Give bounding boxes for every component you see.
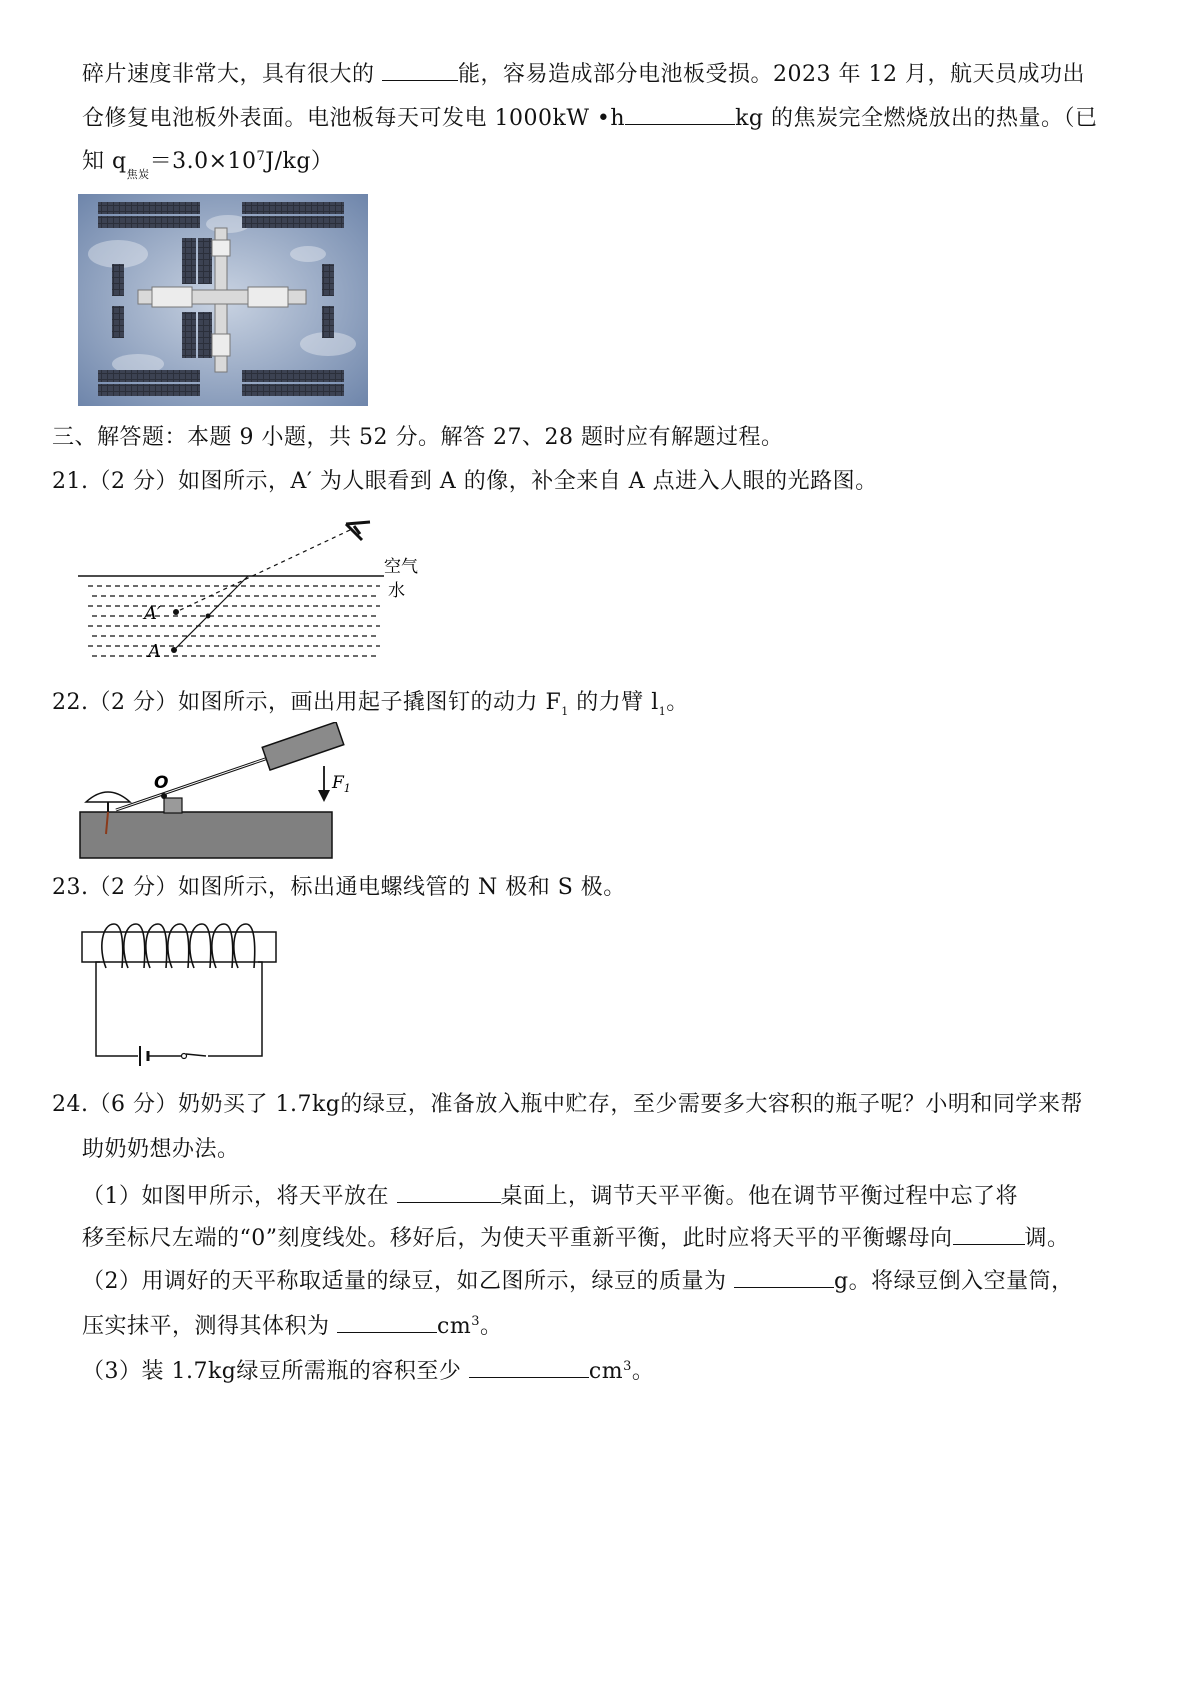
answer-blank-surface[interactable] bbox=[397, 1180, 501, 1203]
q20-line3: 知 $q_{焦炭}=3.0\times 10^7J/kg$） bbox=[82, 149, 334, 181]
q24-part1-line1: （1）如图甲所示，将天平放在 桌面上，调节天平平衡。他在调节平衡过程中忘了将 bbox=[82, 1180, 1018, 1212]
q24-part2-line2: 压实抹平，测得其体积为 $cm^3$。 bbox=[82, 1310, 502, 1345]
space-station-photo bbox=[78, 194, 368, 406]
q24-line1: 24.（6 分）奶奶买了 1.7kg的绿豆，准备放入瓶中贮存，至少需要多大容积的瓶子呢？小明和同学来帮 bbox=[52, 1092, 1083, 1117]
pushpin-head bbox=[86, 792, 130, 802]
answer-blank-direction[interactable] bbox=[953, 1222, 1025, 1245]
q20-line1: 碎片速度非常大，具有很大的 能，容易造成部分电池板受损。2023 年 12 月，航天员成功出 bbox=[82, 58, 1085, 90]
q24-part2-line1: （2）用调好的天平称取适量的绿豆，如乙图所示，绿豆的质量为 g。将绿豆倒入空量筒， bbox=[82, 1265, 1074, 1297]
label-a-prime: A′ bbox=[144, 603, 162, 624]
label-water: 水 bbox=[388, 581, 405, 601]
answer-blank-energy[interactable] bbox=[382, 58, 458, 81]
q22-text: 22.（2 分）如图所示，画出用起子撬图钉的动力 $F_1$ 的力臂 $l_1$。 bbox=[52, 690, 689, 718]
answer-blank-mass-grams[interactable] bbox=[734, 1265, 834, 1288]
q24-line2: 助奶奶想办法。 bbox=[82, 1137, 240, 1162]
fulcrum-block bbox=[164, 798, 182, 813]
answer-blank-mass[interactable] bbox=[625, 102, 735, 125]
eye-icon bbox=[346, 522, 370, 540]
switch-lever bbox=[186, 1054, 206, 1056]
q24-part3: （3）装 1.7kg绿豆所需瓶的容积至少 $cm^3$。 bbox=[82, 1355, 654, 1390]
q24-part1-line2: 移至标尺左端的“0”刻度线处。移好后，为使天平重新平衡，此时应将天平的平衡螺母向 调。 bbox=[82, 1222, 1070, 1254]
solenoid-core bbox=[82, 932, 276, 962]
q21-figure bbox=[78, 512, 438, 667]
svg-text:F1: $F_1$ bbox=[332, 773, 351, 795]
answer-blank-volume[interactable] bbox=[337, 1310, 437, 1333]
q20-line2: 仓修复电池板外表面。电池板每天可发电 1000kW •h kg 的焦炭完全燃烧放出的热量。（已 bbox=[82, 102, 1098, 134]
section-heading: 三、解答题：本题 9 小题，共 52 分。解答 27、28 题时应有解题过程。 bbox=[52, 425, 784, 450]
label-air: 空气 bbox=[384, 557, 418, 577]
label-o: O bbox=[154, 773, 169, 793]
label-f: F bbox=[332, 773, 344, 793]
switch-contact bbox=[182, 1054, 187, 1059]
virtual-ray bbox=[176, 530, 350, 612]
point-a-prime bbox=[173, 609, 179, 615]
point-a bbox=[171, 647, 177, 653]
answer-blank-bottle-volume[interactable] bbox=[469, 1355, 589, 1378]
label-a: A bbox=[148, 641, 161, 662]
q22-figure bbox=[78, 722, 368, 862]
q23-text: 23.（2 分）如图所示，标出通电螺线管的 N 极和 S 极。 bbox=[52, 875, 626, 900]
q21-text: 21.（2 分）如图所示，A′ 为人眼看到 A 的像，补全来自 A 点进入人眼的光路图。 bbox=[52, 469, 878, 494]
screwdriver-handle bbox=[262, 722, 344, 770]
wooden-board bbox=[80, 812, 332, 858]
q23-figure bbox=[78, 918, 288, 1068]
